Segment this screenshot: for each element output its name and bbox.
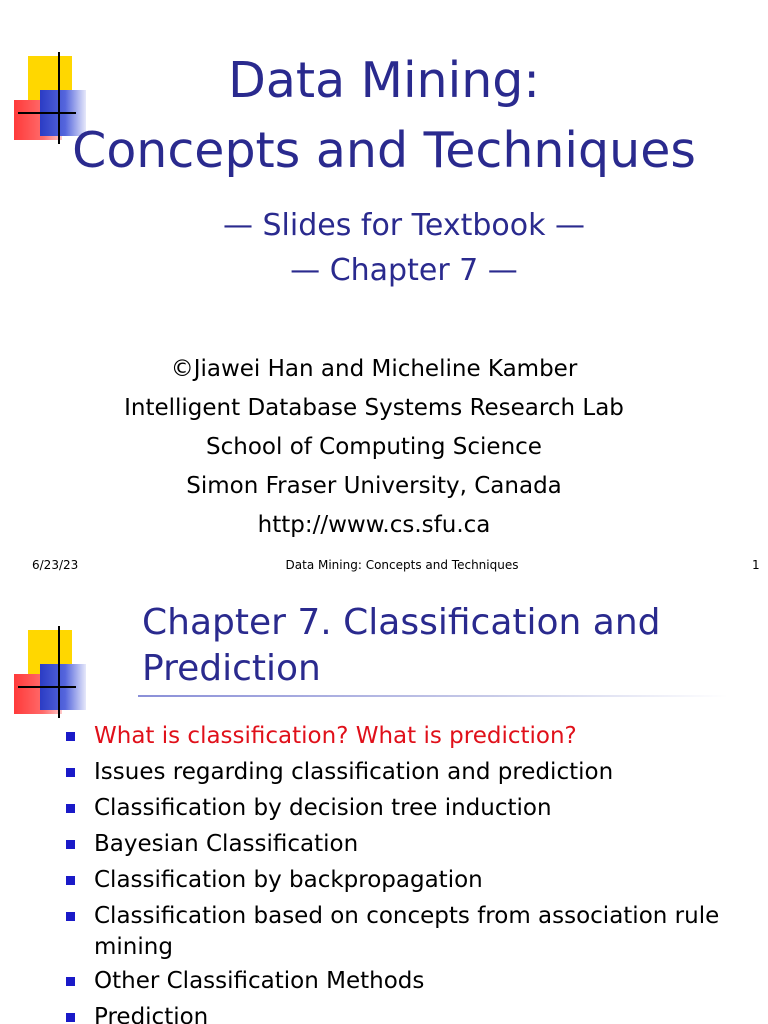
square-bullet-icon bbox=[66, 804, 75, 813]
list-item bbox=[94, 865, 734, 896]
credit-school: School of Computing Science bbox=[206, 434, 542, 460]
footer-title: Data Mining: Concepts and Techniques bbox=[285, 558, 519, 572]
list-item bbox=[94, 966, 734, 997]
list-item-text: Issues regarding classification and prediction bbox=[94, 759, 614, 785]
square-bullet-icon bbox=[66, 1013, 75, 1022]
square-bullet-icon bbox=[66, 732, 75, 741]
square-bullet-icon bbox=[66, 768, 75, 777]
list-item bbox=[94, 1002, 734, 1024]
slide-subtitle-line1: — Slides for Textbook — bbox=[222, 208, 586, 243]
list-item-text: Classification by decision tree induction bbox=[94, 795, 552, 821]
square-bullet-icon bbox=[66, 912, 75, 921]
credit-university: Simon Fraser University, Canada bbox=[186, 473, 562, 499]
list-item-text: Bayesian Classification bbox=[94, 831, 359, 857]
list-item-text: Prediction bbox=[94, 1004, 209, 1024]
slide-title-line1: Data Mining: bbox=[228, 52, 540, 109]
list-item-text: Other Classification Methods bbox=[94, 968, 425, 994]
credit-url: http://www.cs.sfu.ca bbox=[257, 512, 491, 538]
list-item bbox=[94, 757, 734, 788]
list-item-text: Classification based on concepts from association rule mining bbox=[94, 903, 720, 960]
slide-title: Chapter 7. Classification and Prediction bbox=[142, 602, 661, 689]
list-item bbox=[94, 721, 734, 752]
credit-lab: Intelligent Database Systems Research Lab bbox=[124, 395, 624, 421]
list-item bbox=[94, 793, 734, 824]
square-bullet-icon bbox=[66, 840, 75, 849]
list-item-text: What is classification? What is prediction? bbox=[94, 723, 577, 749]
square-bullet-icon bbox=[66, 977, 75, 986]
list-item-text: Classification by backpropagation bbox=[94, 867, 483, 893]
square-bullet-icon bbox=[66, 876, 75, 885]
footer-date: 6/23/23 bbox=[32, 558, 79, 572]
footer-page-number: 1 bbox=[752, 558, 760, 572]
slide-subtitle-line2: — Chapter 7 — bbox=[290, 253, 518, 288]
slide-title-line2: Concepts and Techniques bbox=[72, 122, 696, 179]
credit-authors: ©Jiawei Han and Micheline Kamber bbox=[170, 356, 578, 382]
list-item bbox=[94, 829, 734, 860]
squares-logo-icon bbox=[14, 630, 104, 730]
title-divider bbox=[138, 695, 728, 697]
chapter-outline-slide bbox=[0, 580, 768, 1024]
list-item bbox=[94, 901, 734, 963]
